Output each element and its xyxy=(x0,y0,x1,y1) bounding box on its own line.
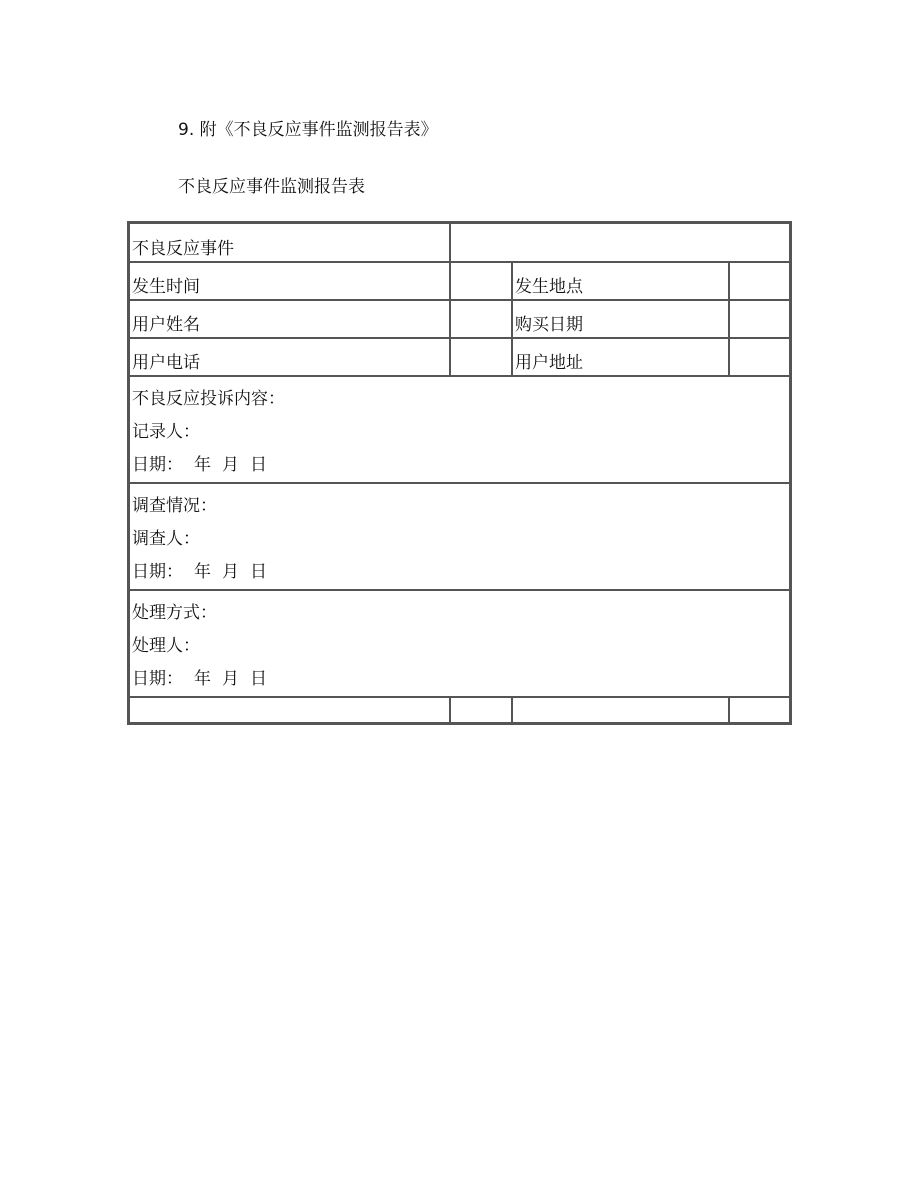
investigation-cell[interactable] xyxy=(129,483,790,590)
handling-row xyxy=(129,590,790,697)
purchase-date-value-cell[interactable] xyxy=(729,300,790,338)
handling-date-label: 日期： xyxy=(132,669,183,689)
handling-date-day: 日 xyxy=(250,669,267,689)
occur-time-label: 发生时间 xyxy=(129,262,450,300)
complaint-cell[interactable] xyxy=(129,376,790,483)
complaint-recorder-label: 记录人： xyxy=(132,422,200,442)
occur-place-value-cell[interactable] xyxy=(729,262,790,300)
footer-cell-2[interactable] xyxy=(450,697,512,723)
occur-time-value-cell[interactable] xyxy=(450,262,512,300)
investigation-content-label: 调查情况： xyxy=(132,496,217,516)
handling-cell[interactable] xyxy=(129,590,790,697)
footer-cell-3[interactable] xyxy=(512,697,729,723)
document-heading: 9. 附《不良反应事件监测报告表》 xyxy=(178,120,438,140)
complaint-date-month: 月 xyxy=(222,455,239,475)
table-title: 不良反应事件监测报告表 xyxy=(178,177,365,197)
user-phone-value-cell[interactable] xyxy=(450,338,512,376)
user-address-label: 用户地址 xyxy=(512,338,729,376)
investigation-date-day: 日 xyxy=(250,562,267,582)
complaint-date-day: 日 xyxy=(250,455,267,475)
user-address-value-cell[interactable] xyxy=(729,338,790,376)
user-name-label: 用户姓名 xyxy=(129,300,450,338)
footer-cell-4[interactable] xyxy=(729,697,790,723)
complaint-date-year: 年 xyxy=(194,455,211,475)
complaint-date-label: 日期： xyxy=(132,455,183,475)
event-row xyxy=(129,223,790,262)
investigator-label: 调查人： xyxy=(132,529,200,549)
event-label: 不良反应事件 xyxy=(129,223,450,262)
adverse-reaction-report-form xyxy=(127,221,792,725)
investigation-date-line xyxy=(132,556,789,589)
handling-date-line xyxy=(132,663,789,696)
handling-date-month: 月 xyxy=(222,669,239,689)
purchase-date-label: 购买日期 xyxy=(512,300,729,338)
investigation-date-year: 年 xyxy=(194,562,211,582)
footer-cell-1[interactable] xyxy=(129,697,450,723)
occur-row xyxy=(129,262,790,300)
handling-method-label: 处理方式： xyxy=(132,603,217,623)
user-name-value-cell[interactable] xyxy=(450,300,512,338)
user-phone-label: 用户电话 xyxy=(129,338,450,376)
user-name-row xyxy=(129,300,790,338)
investigation-row xyxy=(129,483,790,590)
complaint-content-label: 不良反应投诉内容： xyxy=(132,389,285,409)
investigation-date-month: 月 xyxy=(222,562,239,582)
empty-footer-row xyxy=(129,697,790,723)
complaint-date-line xyxy=(132,449,789,482)
handling-date-year: 年 xyxy=(194,669,211,689)
handler-label: 处理人： xyxy=(132,636,200,656)
complaint-row xyxy=(129,376,790,483)
investigation-date-label: 日期： xyxy=(132,562,183,582)
occur-place-label: 发生地点 xyxy=(512,262,729,300)
event-value-cell[interactable] xyxy=(450,223,790,262)
user-phone-row xyxy=(129,338,790,376)
